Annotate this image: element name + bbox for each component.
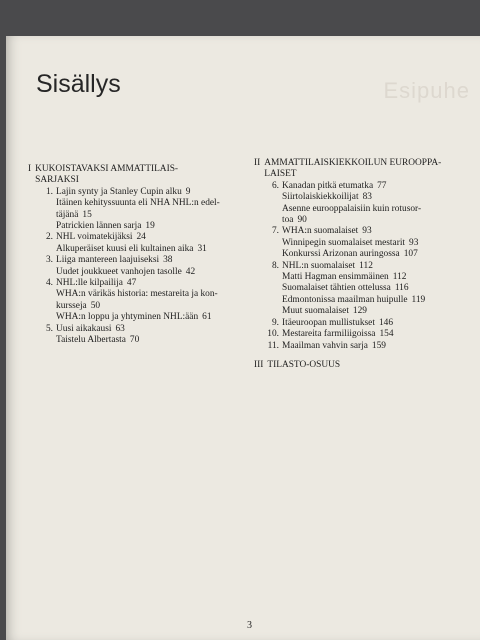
part-numeral: III — [254, 359, 264, 370]
toc-part-2-heading — [254, 158, 466, 181]
toc-chapter — [266, 226, 466, 260]
chapter-page: 9 — [185, 186, 191, 197]
part-title: TILASTO-OSUUS — [267, 359, 341, 370]
section-page: 107 — [403, 249, 418, 260]
section-title: Edmontonissa maailman huipulle — [282, 294, 408, 305]
section-page: 112 — [392, 272, 407, 283]
chapter-page: 159 — [371, 340, 386, 351]
chapter-number: 5. — [45, 323, 53, 334]
toc-column-right — [254, 158, 466, 372]
section-title: Itäinen kehityssuunta eli NHA NHL:n edel- — [56, 198, 220, 209]
section-entry — [56, 289, 250, 300]
section-entry — [282, 283, 466, 294]
section-entry — [56, 221, 250, 232]
chapter-number: 8. — [271, 260, 279, 271]
toc-part-2 — [254, 158, 466, 352]
chapter-number: 10. — [267, 329, 279, 340]
section-entry — [56, 244, 250, 255]
chapter-number: 1. — [45, 186, 53, 197]
part-numeral: II — [254, 158, 261, 168]
chapter-page: 77 — [377, 180, 387, 191]
section-title: Siirtolaiskiekkoilijat — [282, 192, 359, 203]
section-page: 90 — [297, 215, 307, 226]
chapter-number: 9. — [271, 317, 279, 328]
section-title: Winnipegin suomalaiset mestarit — [282, 237, 406, 248]
chapter-title: Liiga mantereen laajuiseksi — [56, 255, 160, 266]
toc-chapter — [266, 318, 466, 329]
section-entry — [282, 306, 466, 317]
section-entry — [282, 249, 466, 260]
chapter-number: 11. — [267, 340, 279, 351]
toc-column-left — [28, 164, 250, 348]
section-title: Muut suomalaiset — [282, 306, 349, 317]
section-page: 129 — [352, 306, 367, 317]
bleed-through-text: Esipuhe — [383, 78, 470, 103]
section-page: 19 — [145, 221, 155, 232]
toc-chapter — [40, 255, 250, 278]
section-entry — [56, 267, 250, 278]
section-title: Suomalaiset tähtien ottelussa — [282, 283, 391, 294]
page-number: 3 — [247, 620, 252, 631]
part-title: KUKOISTAVAKSI AMMATTILAIS- SARJAKSI — [35, 164, 179, 186]
chapter-title: NHL:n suomalaiset — [282, 260, 356, 271]
section-title-continued: täjänä 15 — [56, 209, 92, 220]
section-title-continued: toa 90 — [282, 215, 307, 226]
section-title: Patrickien lännen sarja — [56, 221, 142, 232]
part-title: AMMATTILAISKIEKKOILUN EUROOPPA- LAISET — [264, 158, 442, 180]
section-title: WHA:n loppu ja yhtyminen NHL:ään — [56, 312, 199, 323]
section-page: 15 — [82, 209, 92, 220]
chapter-title: Kanadan pitkä etumatka — [282, 180, 374, 191]
section-page: 119 — [411, 294, 426, 305]
toc-chapter — [266, 261, 466, 318]
chapter-page: 63 — [115, 323, 125, 334]
section-entry — [56, 312, 250, 323]
chapter-title: Uusi aikakausi — [56, 323, 112, 334]
chapter-number: 4. — [45, 278, 53, 289]
toc-part-1-chapters — [40, 187, 250, 347]
toc-chapter — [266, 329, 466, 340]
chapter-title: Itäeuroopan mullistukset — [282, 317, 375, 328]
section-title: Matti Hagman ensimmäinen — [282, 272, 389, 283]
chapter-number: 6. — [271, 180, 279, 191]
chapter-title: WHA:n suomalaiset — [282, 226, 359, 237]
chapter-title: NHL voimatekijäksi — [56, 232, 133, 243]
section-page: 31 — [197, 243, 207, 254]
section-title-continued: kursseja 50 — [56, 300, 101, 311]
toc-chapter — [40, 232, 250, 255]
toc-chapter — [40, 278, 250, 324]
chapter-number: 2. — [45, 232, 53, 243]
chapter-page: 93 — [362, 226, 372, 237]
section-title: Konkurssi Arizonan auringossa — [282, 249, 400, 260]
toc-part-1 — [28, 164, 250, 347]
toc-chapter — [266, 181, 466, 227]
toc-part-3 — [254, 360, 466, 371]
section-page: 61 — [202, 312, 212, 323]
section-page: 93 — [409, 237, 419, 248]
chapter-number: 3. — [45, 255, 53, 266]
section-page: 50 — [90, 300, 101, 311]
section-entry — [282, 192, 466, 203]
chapter-title: Lajin synty ja Stanley Cupin alku — [56, 186, 182, 197]
chapter-page: 146 — [378, 317, 394, 328]
section-entry — [282, 238, 466, 249]
toc-chapter — [40, 324, 250, 347]
chapter-number: 7. — [271, 226, 279, 237]
chapter-page: 112 — [359, 260, 373, 271]
toc-part-2-chapters — [266, 181, 466, 352]
part-numeral: I — [28, 164, 32, 174]
section-entry — [56, 198, 250, 209]
section-page: 70 — [129, 335, 140, 346]
toc-chapter — [266, 341, 466, 352]
page-title: Sisällys — [36, 70, 121, 98]
section-page: 83 — [362, 192, 372, 203]
section-title: Uudet joukkueet vanhojen tasolle — [56, 266, 182, 277]
chapter-page: 47 — [126, 278, 137, 289]
section-entry — [282, 204, 466, 215]
chapter-title: Mestareita farmiliigoissa — [282, 329, 376, 340]
toc-part-3-heading — [254, 360, 466, 371]
chapter-title: Maailman vahvin sarja — [282, 340, 368, 351]
toc-chapter — [40, 187, 250, 233]
section-title: Asenne eurooppalaisiin kuin rotusor- — [282, 203, 422, 214]
toc-part-1-heading — [28, 164, 250, 187]
section-entry — [282, 295, 466, 306]
section-page: 42 — [185, 266, 196, 277]
chapter-page: 24 — [136, 232, 146, 243]
section-title: Taistelu Albertasta — [56, 335, 126, 346]
section-title: Alkuperäiset kuusi eli kultainen aika — [56, 243, 194, 254]
chapter-page: 38 — [163, 255, 173, 266]
section-entry — [282, 272, 466, 283]
section-title: WHA:n värikäs historia: mestareita ja kon- — [56, 289, 218, 300]
section-entry — [56, 335, 250, 346]
chapter-title: NHL:lle kilpailija — [56, 278, 123, 289]
chapter-page: 154 — [379, 329, 394, 340]
section-page: 116 — [394, 283, 409, 294]
